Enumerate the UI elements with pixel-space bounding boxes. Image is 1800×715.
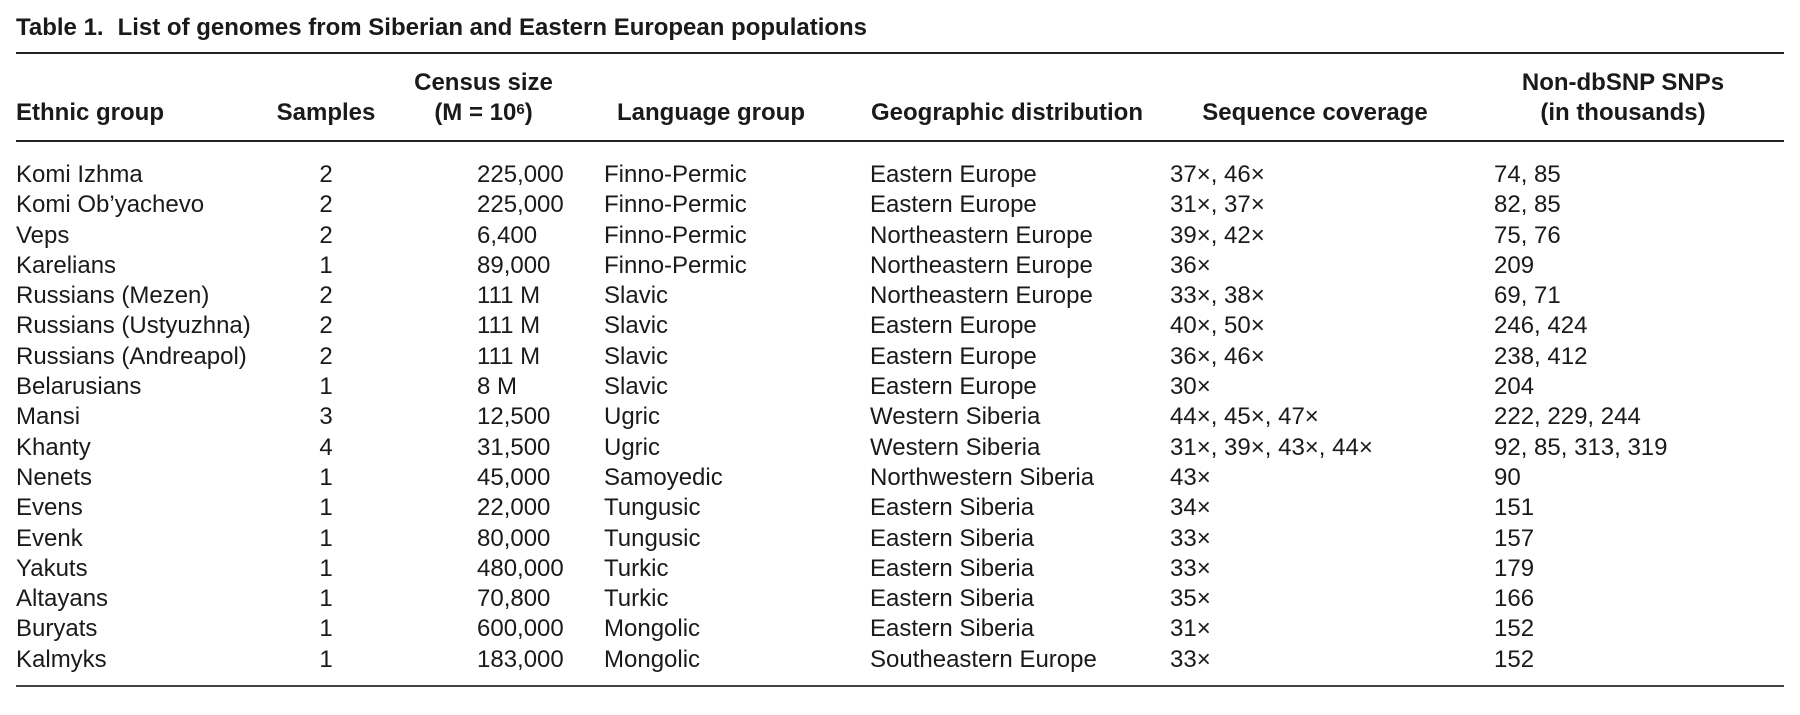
table-row bbox=[16, 311, 1784, 341]
cell-geographic-distribution: Eastern Siberia bbox=[870, 494, 1035, 522]
cell-non-dbsnp-snps: 204 bbox=[1494, 373, 1535, 401]
cell-ethnic-group: Evens bbox=[16, 494, 83, 522]
cell-geographic-distribution: Eastern Europe bbox=[870, 191, 1037, 219]
cell-census-size: 225,000 bbox=[477, 161, 564, 188]
cell-sequence-coverage: 44×, 45×, 47× bbox=[1170, 403, 1319, 431]
cell-ethnic-group: Veps bbox=[16, 221, 70, 249]
cell-geographic-distribution: Eastern Europe bbox=[870, 373, 1037, 401]
cell-samples: 1 bbox=[319, 615, 333, 643]
cell-geographic-distribution: Northeastern Europe bbox=[870, 251, 1093, 279]
cell-non-dbsnp-snps: 238, 412 bbox=[1494, 342, 1588, 370]
cell-sequence-coverage: 43× bbox=[1170, 463, 1211, 491]
cell-language-group: Turkic bbox=[604, 585, 669, 613]
cell-geographic-distribution: Eastern Siberia bbox=[870, 585, 1035, 613]
cell-geographic-distribution: Eastern Europe bbox=[870, 161, 1037, 188]
cell-census-size: 45,000 bbox=[477, 463, 551, 491]
cell-non-dbsnp-snps: 166 bbox=[1494, 585, 1535, 613]
cell-geographic-distribution: Western Siberia bbox=[870, 403, 1041, 431]
cell-geographic-distribution: Western Siberia bbox=[870, 433, 1041, 461]
table-row bbox=[16, 141, 1784, 190]
table-row bbox=[16, 614, 1784, 644]
header-census-line1: Census size bbox=[414, 69, 553, 96]
table-row bbox=[16, 190, 1784, 220]
cell-non-dbsnp-snps: 157 bbox=[1494, 524, 1535, 552]
table-row bbox=[16, 554, 1784, 584]
cell-geographic-distribution: Eastern Siberia bbox=[870, 524, 1035, 552]
cell-census-size: 22,000 bbox=[477, 494, 551, 522]
table-row bbox=[16, 493, 1784, 523]
cell-sequence-coverage: 35× bbox=[1170, 585, 1211, 613]
cell-sequence-coverage: 31× bbox=[1170, 615, 1211, 643]
cell-sequence-coverage: 40×, 50× bbox=[1170, 312, 1265, 340]
cell-ethnic-group: Komi Ob’yachevo bbox=[16, 191, 205, 219]
cell-census-size: 225,000 bbox=[477, 191, 564, 219]
table-title: List of genomes from Siberian and Eastern European populations bbox=[117, 14, 868, 41]
table-row bbox=[16, 251, 1784, 281]
header-samples: Samples bbox=[261, 54, 391, 141]
cell-non-dbsnp-snps: 222, 229, 244 bbox=[1494, 403, 1641, 431]
cell-ethnic-group: Komi Izhma bbox=[16, 161, 143, 188]
cell-non-dbsnp-snps: 209 bbox=[1494, 251, 1535, 279]
cell-language-group: Samoyedic bbox=[604, 463, 723, 491]
cell-sequence-coverage: 36×, 46× bbox=[1170, 342, 1265, 370]
cell-non-dbsnp-snps: 179 bbox=[1494, 554, 1535, 582]
cell-samples: 2 bbox=[319, 282, 333, 310]
cell-language-group: Finno-Permic bbox=[604, 251, 747, 279]
cell-samples: 2 bbox=[319, 191, 333, 219]
cell-census-size: 111 M bbox=[477, 342, 541, 370]
table-row bbox=[16, 433, 1784, 463]
cell-geographic-distribution: Eastern Europe bbox=[870, 342, 1037, 370]
table-number: Table 1. bbox=[16, 14, 104, 41]
cell-ethnic-group: Khanty bbox=[16, 433, 91, 461]
cell-samples: 1 bbox=[319, 645, 333, 673]
cell-geographic-distribution: Eastern Siberia bbox=[870, 615, 1035, 643]
cell-sequence-coverage: 30× bbox=[1170, 373, 1211, 401]
cell-samples: 2 bbox=[319, 342, 333, 370]
table-header bbox=[16, 54, 1784, 141]
header-non-dbsnp-snps bbox=[1462, 54, 1784, 141]
cell-geographic-distribution: Northeastern Europe bbox=[870, 282, 1093, 310]
table-body bbox=[16, 141, 1784, 686]
cell-non-dbsnp-snps: 152 bbox=[1494, 615, 1535, 643]
cell-sequence-coverage: 33× bbox=[1170, 554, 1211, 582]
cell-non-dbsnp-snps: 152 bbox=[1494, 645, 1535, 673]
cell-census-size: 480,000 bbox=[477, 554, 564, 582]
cell-non-dbsnp-snps: 82, 85 bbox=[1494, 191, 1561, 219]
cell-ethnic-group: Evenk bbox=[16, 524, 83, 552]
cell-ethnic-group: Russians (Ustyuzhna) bbox=[16, 312, 251, 340]
cell-census-size: 8 M bbox=[477, 373, 518, 401]
cell-language-group: Tungusic bbox=[604, 494, 701, 522]
cell-sequence-coverage: 33× bbox=[1170, 645, 1211, 673]
table-row bbox=[16, 402, 1784, 432]
header-sequence-coverage: Sequence coverage bbox=[1168, 54, 1462, 141]
cell-sequence-coverage: 33× bbox=[1170, 524, 1211, 552]
cell-census-size: 111 M bbox=[477, 312, 541, 340]
cell-sequence-coverage: 37×, 46× bbox=[1170, 161, 1265, 188]
cell-census-size: 6,400 bbox=[477, 221, 538, 249]
table-row bbox=[16, 463, 1784, 493]
cell-census-size: 600,000 bbox=[477, 615, 564, 643]
genomes-table bbox=[16, 54, 1784, 687]
header-snp-line1: Non-dbSNP SNPs bbox=[1521, 69, 1725, 96]
cell-census-size: 70,800 bbox=[477, 585, 551, 613]
table-row bbox=[16, 645, 1784, 686]
cell-language-group: Finno-Permic bbox=[604, 191, 747, 219]
cell-ethnic-group: Nenets bbox=[16, 463, 93, 491]
cell-ethnic-group: Buryats bbox=[16, 615, 98, 643]
cell-samples: 1 bbox=[319, 463, 333, 491]
cell-geographic-distribution: Eastern Siberia bbox=[870, 554, 1035, 582]
cell-language-group: Ugric bbox=[604, 403, 661, 431]
cell-samples: 2 bbox=[319, 161, 333, 188]
cell-ethnic-group: Russians (Mezen) bbox=[16, 282, 210, 310]
cell-non-dbsnp-snps: 151 bbox=[1494, 494, 1535, 522]
cell-census-size: 111 M bbox=[477, 282, 541, 310]
cell-census-size: 183,000 bbox=[477, 645, 564, 673]
table-row bbox=[16, 372, 1784, 402]
cell-non-dbsnp-snps: 92, 85, 313, 319 bbox=[1494, 433, 1668, 461]
cell-census-size: 89,000 bbox=[477, 251, 551, 279]
cell-sequence-coverage: 36× bbox=[1170, 251, 1211, 279]
cell-language-group: Slavic bbox=[604, 282, 669, 310]
header-language-group: Language group bbox=[576, 54, 846, 141]
cell-sequence-coverage: 34× bbox=[1170, 494, 1211, 522]
cell-language-group: Tungusic bbox=[604, 524, 701, 552]
cell-language-group: Slavic bbox=[604, 342, 669, 370]
cell-census-size: 80,000 bbox=[477, 524, 551, 552]
cell-language-group: Slavic bbox=[604, 312, 669, 340]
cell-non-dbsnp-snps: 69, 71 bbox=[1494, 282, 1561, 310]
table-row bbox=[16, 281, 1784, 311]
cell-ethnic-group: Altayans bbox=[16, 585, 109, 613]
cell-ethnic-group: Belarusians bbox=[16, 373, 142, 401]
header-census-line2: $(M = 10^6)$ bbox=[434, 99, 533, 126]
cell-sequence-coverage: 31×, 39×, 43×, 44× bbox=[1170, 433, 1373, 461]
cell-language-group: Turkic bbox=[604, 554, 669, 582]
cell-language-group: Finno-Permic bbox=[604, 161, 747, 188]
cell-language-group: Mongolic bbox=[604, 615, 701, 643]
table-row bbox=[16, 221, 1784, 251]
cell-ethnic-group: Kalmyks bbox=[16, 645, 107, 673]
header-ethnic-group: Ethnic group bbox=[16, 54, 261, 141]
cell-samples: 1 bbox=[319, 373, 333, 401]
cell-sequence-coverage: 31×, 37× bbox=[1170, 191, 1265, 219]
cell-language-group: Mongolic bbox=[604, 645, 701, 673]
table-row bbox=[16, 524, 1784, 554]
cell-census-size: 31,500 bbox=[477, 433, 551, 461]
header-row bbox=[16, 54, 1784, 141]
cell-samples: 1 bbox=[319, 494, 333, 522]
header-geographic-distribution: Geographic distribution bbox=[846, 54, 1168, 141]
cell-samples: 2 bbox=[319, 221, 333, 249]
cell-samples: 1 bbox=[319, 585, 333, 613]
header-census-size bbox=[391, 54, 576, 141]
cell-ethnic-group: Karelians bbox=[16, 251, 117, 279]
cell-geographic-distribution: Northwestern Siberia bbox=[870, 463, 1095, 491]
cell-samples: 1 bbox=[319, 251, 333, 279]
table-row bbox=[16, 342, 1784, 372]
cell-samples: 1 bbox=[319, 554, 333, 582]
cell-language-group: Finno-Permic bbox=[604, 221, 747, 249]
cell-ethnic-group: Yakuts bbox=[16, 554, 88, 582]
cell-non-dbsnp-snps: 246, 424 bbox=[1494, 312, 1588, 340]
cell-sequence-coverage: 39×, 42× bbox=[1170, 221, 1265, 249]
cell-language-group: Ugric bbox=[604, 433, 661, 461]
header-snp-line2: (in thousands) bbox=[1540, 99, 1706, 126]
table-figure bbox=[16, 10, 1784, 687]
table-caption bbox=[16, 10, 1784, 46]
cell-geographic-distribution: Northeastern Europe bbox=[870, 221, 1093, 249]
cell-samples: 3 bbox=[319, 403, 333, 431]
cell-language-group: Slavic bbox=[604, 373, 669, 401]
table-row bbox=[16, 584, 1784, 614]
cell-ethnic-group: Russians (Andreapol) bbox=[16, 342, 247, 370]
cell-geographic-distribution: Southeastern Europe bbox=[870, 645, 1097, 673]
cell-geographic-distribution: Eastern Europe bbox=[870, 312, 1037, 340]
cell-samples: 2 bbox=[319, 312, 333, 340]
cell-ethnic-group: Mansi bbox=[16, 403, 81, 431]
cell-non-dbsnp-snps: 74, 85 bbox=[1494, 161, 1561, 188]
cell-samples: 4 bbox=[319, 433, 333, 461]
cell-non-dbsnp-snps: 75, 76 bbox=[1494, 221, 1561, 249]
cell-sequence-coverage: 33×, 38× bbox=[1170, 282, 1265, 310]
cell-samples: 1 bbox=[319, 524, 333, 552]
cell-census-size: 12,500 bbox=[477, 403, 551, 431]
cell-non-dbsnp-snps: 90 bbox=[1494, 463, 1521, 491]
